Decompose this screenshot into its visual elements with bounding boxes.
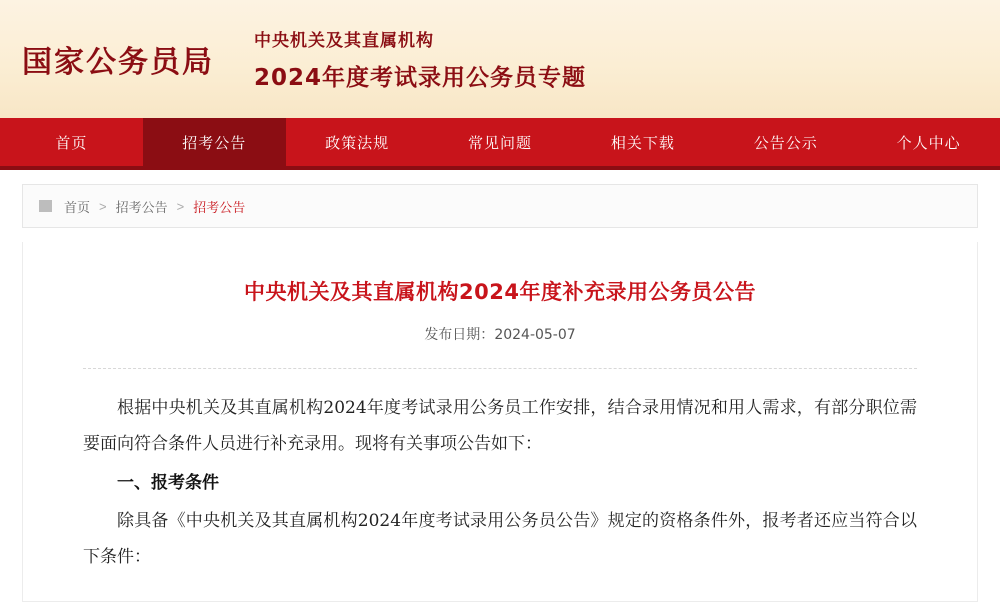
header-subtitle: 中央机关及其直属机构 [254, 31, 434, 51]
site-logo: 国家公务员局 [22, 45, 214, 80]
article-date-label: 发布日期： [424, 327, 495, 343]
breadcrumb-item-current[interactable]: 招考公告 [193, 200, 246, 216]
article-date-value: 2024-05-07 [494, 327, 576, 343]
nav-item-public-notices[interactable]: 公告公示 [753, 133, 818, 152]
nav-item-personal-center[interactable]: 个人中心 [896, 133, 961, 152]
article-paragraph: 根据中央机关及其直属机构2024年度考试录用公务员工作安排，结合录用情况和用人需求，有部分职位需要面向符合条件人员进行补充录用。现将有关事项公告如下： [83, 398, 917, 454]
breadcrumb-item-home[interactable]: 首页 [64, 200, 91, 216]
content-wrapper [0, 228, 1000, 602]
header-titles [254, 26, 586, 92]
nav-item-faq[interactable]: 常见问题 [468, 133, 533, 152]
article-date [83, 324, 917, 344]
article-section-heading: 一、报考条件 [117, 473, 219, 494]
nav-item-recruitment-announcement[interactable]: 招考公告 [143, 118, 286, 166]
home-icon [39, 200, 52, 212]
nav-item-policies[interactable]: 政策法规 [325, 133, 390, 152]
article-title: 中央机关及其直属机构2024年度补充录用公务员公告 [244, 280, 756, 304]
site-header [0, 0, 1000, 118]
breadcrumb-wrapper [0, 170, 1000, 228]
article-card [22, 242, 978, 602]
breadcrumb-separator: > [99, 198, 107, 214]
breadcrumb-separator: > [176, 198, 185, 214]
main-navigation [0, 118, 1000, 170]
nav-item-downloads[interactable]: 相关下载 [610, 133, 675, 152]
article-body [83, 368, 917, 575]
article-paragraph: 除具备《中央机关及其直属机构2024年度考试录用公务员公告》规定的资格条件外，报考者还应当符合以下条件： [83, 511, 917, 567]
page-title: 2024年度考试录用公务员专题 [254, 65, 587, 91]
breadcrumb [22, 184, 978, 228]
nav-item-home[interactable]: 首页 [55, 133, 88, 152]
breadcrumb-item-announcement[interactable]: 招考公告 [115, 200, 168, 216]
